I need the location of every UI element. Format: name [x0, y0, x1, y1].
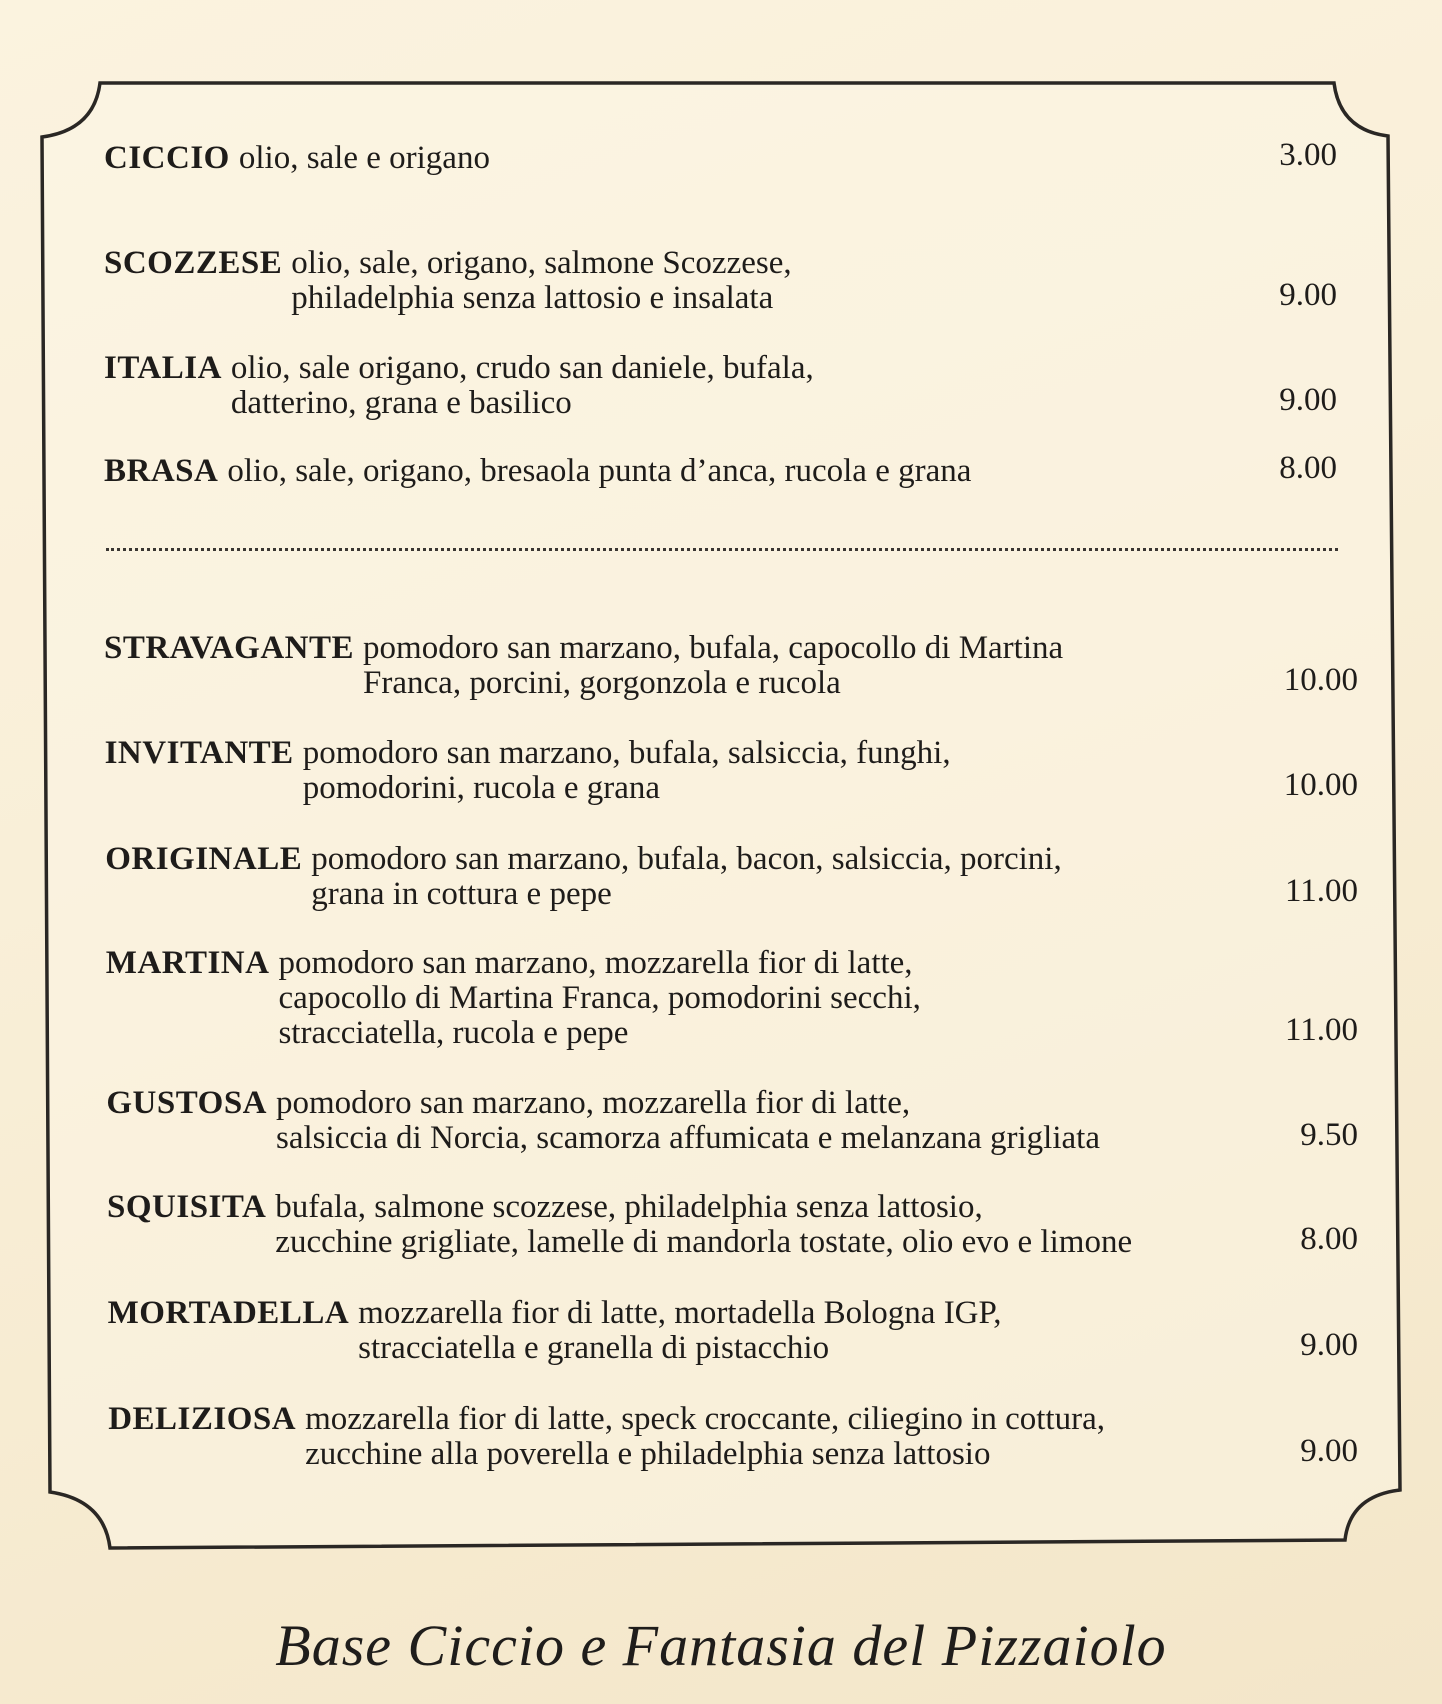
- item-price: 9.00: [1300, 1433, 1358, 1469]
- item-description: [227, 454, 971, 489]
- item-price: 9.50: [1300, 1117, 1358, 1153]
- menu-item: [106, 946, 1442, 1051]
- item-name: BRASA: [104, 453, 219, 489]
- item-description: [311, 842, 1062, 912]
- item-name: SCOZZESE: [104, 245, 283, 281]
- item-price: 9.00: [1300, 1327, 1358, 1363]
- description-line: zucchine grigliate, lamelle di mandorla tostate, olio evo e limone: [275, 1224, 1133, 1260]
- item-description: [276, 1086, 1100, 1156]
- menu-item: [104, 631, 1442, 701]
- description-line: grana in cottura e pepe: [311, 876, 612, 912]
- item-description: [363, 631, 1063, 701]
- item-description: [275, 1190, 1132, 1260]
- menu-item: [107, 1190, 1442, 1260]
- menu-item: [105, 736, 1442, 806]
- description-line: mozzarella fior di latte, mortadella Bologna IGP,: [358, 1295, 1002, 1331]
- item-name: CICCIO: [104, 140, 230, 176]
- description-line: pomodorini, rucola e grana: [302, 770, 661, 806]
- description-line: pomodoro san marzano, bufala, capocollo di Martina: [363, 630, 1064, 666]
- description-line: datterino, grana e basilico: [230, 385, 572, 421]
- description-line: olio, sale, origano, salmone Scozzese,: [291, 245, 792, 281]
- item-name: ITALIA: [104, 350, 222, 386]
- description-line: olio, sale e origano: [238, 140, 490, 176]
- item-name: GUSTOSA: [106, 1085, 268, 1121]
- description-line: salsiccia di Norcia, scamorza affumicata e melanzana grigliata: [276, 1120, 1100, 1156]
- menu-item: [104, 454, 1442, 489]
- item-price: 9.00: [1279, 277, 1337, 313]
- description-line: stracciatella, rucola e pepe: [278, 1015, 629, 1051]
- item-description: [358, 1296, 1001, 1366]
- item-name: MORTADELLA: [107, 1295, 350, 1331]
- menu-item: [106, 1086, 1442, 1156]
- item-description: [239, 141, 490, 176]
- item-price: 3.00: [1279, 137, 1337, 173]
- menu-item: [108, 1296, 1442, 1366]
- item-price: 11.00: [1284, 1012, 1358, 1048]
- description-line: pomodoro san marzano, bufala, bacon, salsiccia, porcini,: [311, 841, 1062, 877]
- item-price: 8.00: [1279, 450, 1337, 486]
- description-line: mozzarella fior di latte, speck croccante, ciliegino in cottura,: [305, 1401, 1105, 1437]
- menu-item: [104, 351, 1442, 421]
- item-description: [291, 246, 791, 316]
- item-description: [231, 351, 814, 421]
- item-name: DELIZIOSA: [108, 1401, 297, 1437]
- description-line: pomodoro san marzano, mozzarella fior di latte,: [276, 1085, 911, 1121]
- description-line: stracciatella e granella di pistacchio: [358, 1330, 830, 1366]
- section-divider: [106, 548, 1338, 551]
- item-description: [305, 1402, 1105, 1472]
- description-line: olio, sale origano, crudo san daniele, bufala,: [230, 350, 814, 386]
- item-description: [278, 946, 920, 1051]
- item-price: 11.00: [1284, 873, 1358, 909]
- item-name: INVITANTE: [104, 735, 294, 771]
- item-name: ORIGINALE: [105, 841, 303, 877]
- item-name: SQUISITA: [107, 1189, 267, 1225]
- item-price: 8.00: [1300, 1221, 1358, 1257]
- menu-item: [105, 842, 1442, 912]
- description-line: Franca, porcini, gorgonzola e rucola: [363, 665, 841, 701]
- description-line: pomodoro san marzano, mozzarella fior di latte,: [278, 945, 913, 981]
- menu-item: [108, 1402, 1442, 1472]
- menu-item: [104, 141, 1442, 176]
- menu-item: [104, 246, 1442, 316]
- item-name: MARTINA: [105, 945, 270, 981]
- item-description: [303, 736, 951, 806]
- description-line: olio, sale, origano, bresaola punta d’anca, rucola e grana: [227, 453, 972, 489]
- item-price: 9.00: [1279, 382, 1337, 418]
- description-line: philadelphia senza lattosio e insalata: [291, 280, 774, 316]
- footer-title: Base Ciccio e Fantasia del Pizzaiolo: [275, 1613, 1167, 1678]
- item-price: 10.00: [1283, 767, 1358, 803]
- description-line: zucchine alla poverella e philadelphia senza lattosio: [305, 1436, 991, 1472]
- description-line: capocollo di Martina Franca, pomodorini secchi,: [278, 980, 921, 1016]
- item-name: STRAVAGANTE: [104, 630, 355, 666]
- description-line: bufala, salmone scozzese, philadelphia senza lattosio,: [275, 1189, 983, 1225]
- item-price: 10.00: [1283, 662, 1358, 698]
- description-line: pomodoro san marzano, bufala, salsiccia, funghi,: [302, 735, 951, 771]
